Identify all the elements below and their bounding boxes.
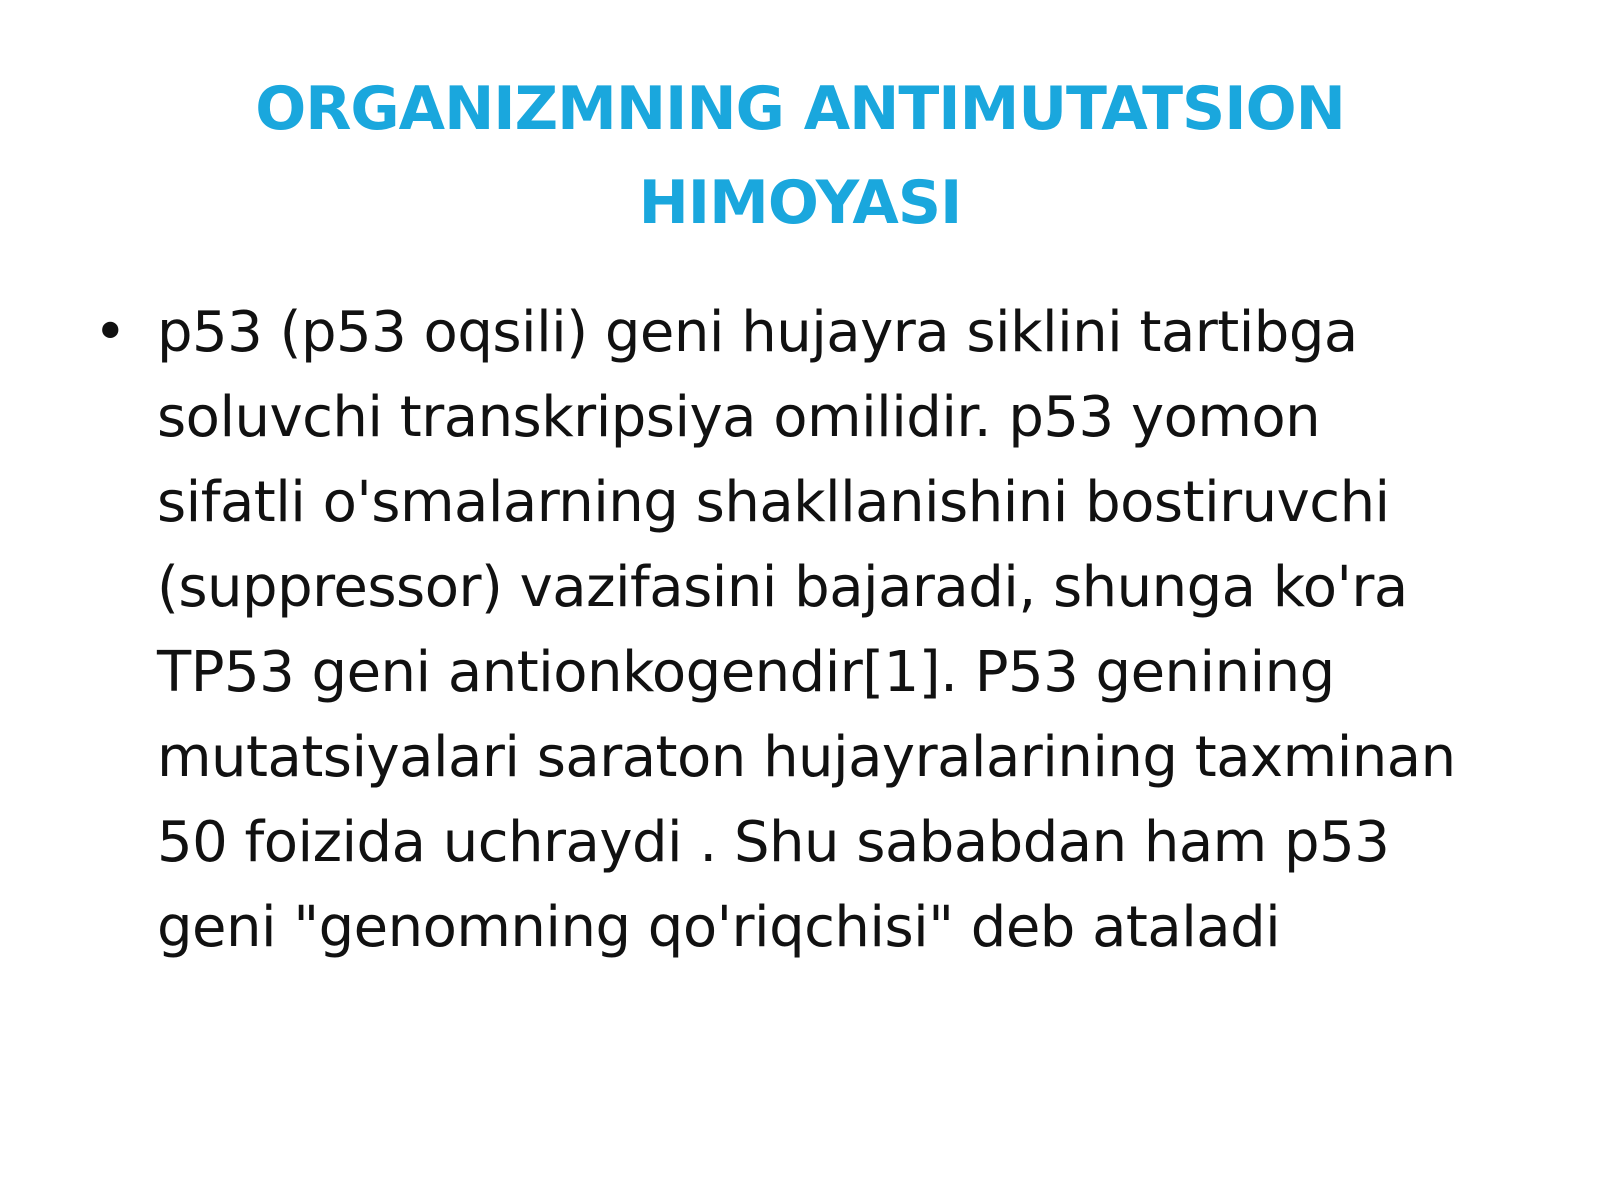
bullet-text-line-1: p53 (p53 oqsili) geni hujayra siklini tartibga (157, 300, 1358, 365)
slide-title-line-2: HIMOYASI (638, 168, 962, 238)
bullet-text-line-5: TP53 geni antionkogendir[1]. P53 genining (157, 640, 1335, 705)
slide-title-line-1: ORGANIZMNING ANTIMUTATSION (255, 74, 1345, 144)
bullet-text-line-7: 50 foizida uchraydi . Shu sababdan ham p53 (157, 810, 1390, 875)
bullet-list (90, 290, 1530, 970)
bullet-icon: • (93, 300, 127, 365)
bullet-text-line-6: mutatsiyalari saraton hujayralarining taxminan (157, 725, 1456, 790)
bullet-text-line-2: soluvchi transkripsiya omilidir. p53 yomon (157, 385, 1321, 450)
bullet-text-line-4: (suppressor) vazifasini bajaradi, shunga ko'ra (157, 555, 1408, 620)
slide-title (110, 62, 1490, 250)
bullet-text-line-3: sifatli o'smalarning shakllanishini bostiruvchi (157, 470, 1390, 535)
bullet-text-line-8: geni "genomning qo'riqchisi" deb ataladi (157, 895, 1281, 960)
bullet-item (90, 290, 1530, 970)
